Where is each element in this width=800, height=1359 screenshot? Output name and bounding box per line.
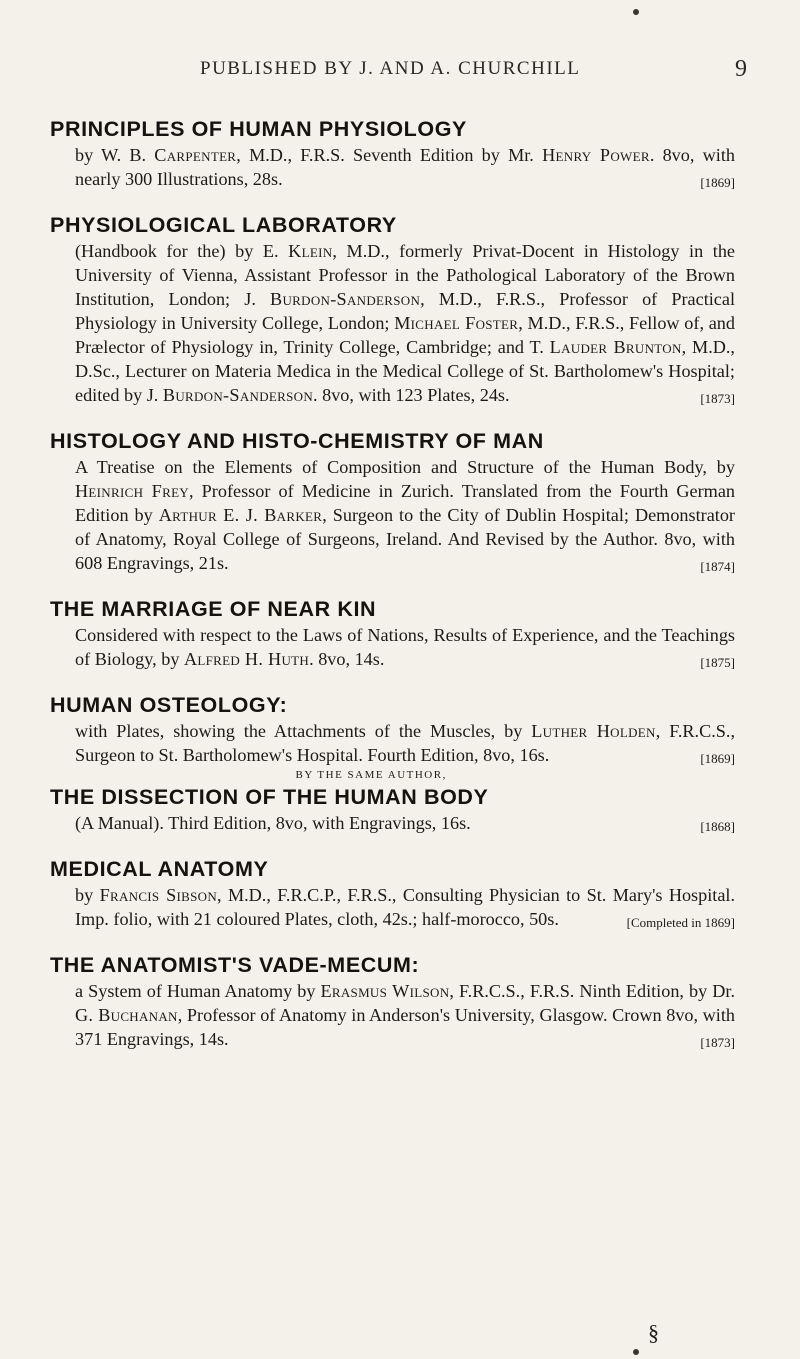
entry-description (75, 623, 735, 671)
entry-title: PHYSIOLOGICAL LABORATORY (50, 213, 397, 237)
description-text: , Professor of Medicine in Zurich. Translated from the Fourth German Edition by (75, 481, 735, 525)
description-text: Considered with respect to the Laws of Nations, Results of Experience, and the Teachings of Biology, by (75, 625, 735, 669)
catalogue-entry (50, 429, 735, 575)
author-name: Burdon-Sanderson (270, 289, 421, 309)
entry-title: HUMAN OSTEOLOGY: (50, 693, 288, 717)
entry-title: THE MARRIAGE OF NEAR KIN (50, 597, 377, 621)
publication-year: [Completed in 1869] (626, 915, 735, 930)
entry-description (75, 239, 735, 407)
entry-title: HISTOLOGY AND HISTO-CHEMISTRY OF MAN (50, 429, 544, 453)
entry-title: MEDICAL ANATOMY (50, 857, 269, 881)
description-text: , M.D., D.Sc., Lecturer on Materia Medica in the Medical College of St. Bartholomew's Hospital; edited by J. (75, 337, 735, 405)
catalogue-entry (50, 693, 735, 781)
description-text: , M.D., F.R.C.P., F.R.S., Consulting Physician to St. Mary's Hospital. Imp. folio, with 21 coloured Plates, cloth, 42s.; half-morocco, 50s. (75, 885, 736, 929)
author-name: Klein (288, 241, 333, 261)
author-name: Lauder Brunton (549, 337, 682, 357)
author-name: Francis Sibson (99, 885, 218, 905)
publication-year: [1874] (700, 559, 735, 574)
description-text: (A Manual). Third Edition, 8vo, with Engravings, 16s. (75, 813, 471, 833)
description-text: , M.D., F.R.S. Seventh Edition by Mr. (236, 145, 543, 165)
catalogue-entry (50, 597, 735, 671)
ink-speck (633, 1349, 639, 1355)
entry-description (75, 143, 735, 191)
author-name: Erasmus Wilson (320, 981, 450, 1001)
catalogue-entry (50, 117, 735, 191)
catalogue-entry (50, 857, 735, 931)
author-name: Alfred H. Huth (183, 649, 310, 669)
entry-description (75, 883, 735, 931)
entry-description (75, 719, 735, 767)
catalogue-entry (50, 953, 735, 1051)
catalogue-entries (0, 117, 800, 1073)
author-name: Luther Holden (531, 721, 656, 741)
author-name: Carpenter (154, 145, 237, 165)
signature-mark: § (648, 1320, 659, 1345)
description-text: , M.D., F.R.S., Professor of Practical Physiology in University College, London; (75, 289, 735, 333)
author-name: Michael Foster (394, 313, 519, 333)
entry-description (75, 979, 735, 1051)
description-text: by (75, 885, 100, 905)
description-text: , M.D., F.R.S., Fellow of, and Prælector of Physiology in, Trinity College, Cambridge; and T. (75, 313, 735, 357)
description-text: A Treatise on the Elements of Composition and Structure of the Human Body, by (75, 457, 735, 477)
description-text: a System of Human Anatomy by (75, 981, 321, 1001)
catalogue-entry (50, 213, 735, 407)
description-text: , Surgeon to the City of Dublin Hospital; Demonstrator of Anatomy, Royal College of Surgeons, Ireland. And Revised by the Author. 8vo, with 608 Engravings, 21s. (75, 505, 735, 573)
description-text: (Handbook for the) by E. (75, 241, 289, 261)
description-text: . 8vo, 14s. (309, 649, 385, 669)
page-number: 9 (735, 56, 747, 82)
catalogue-entry (50, 785, 735, 835)
publication-year: [1873] (700, 1035, 735, 1050)
description-text: , M.D., formerly Privat-Docent in Histology in the University of Vienna, Assistant Professor in the Pathological Laboratory of the Brown Institution, London; J. (75, 241, 735, 309)
publication-year: [1868] (700, 819, 735, 834)
publication-year: [1875] (700, 655, 735, 670)
publication-year: [1869] (700, 175, 735, 190)
description-text: , Professor of Anatomy in Anderson's University, Glasgow. Crown 8vo, with 371 Engravings, 14s. (75, 1005, 735, 1049)
publication-year: [1873] (700, 391, 735, 406)
entry-description (75, 455, 735, 575)
running-head: PUBLISHED BY J. AND A. CHURCHILL (200, 58, 581, 79)
description-text: . 8vo, with 123 Plates, 24s. (313, 385, 510, 405)
editor-name: Henry Power (542, 145, 650, 165)
translator-name: Arthur E. J. Barker (158, 505, 323, 525)
publication-year: [1869] (700, 751, 735, 766)
description-text: , F.R.C.S., Surgeon to St. Bartholomew's Hospital. Fourth Edition, 8vo, 16s. (75, 721, 735, 765)
ink-speck (633, 9, 639, 15)
description-text: , F.R.C.S., F.R.S. Ninth Edition, by Dr. (449, 981, 735, 1001)
entry-description (75, 811, 735, 835)
description-text: . 8vo, with nearly 300 Illustrations, 28s. (75, 145, 735, 189)
entry-title: THE DISSECTION OF THE HUMAN BODY (50, 785, 489, 809)
editor-name: Burdon-Sanderson (162, 385, 314, 405)
same-author-note: BY THE SAME AUTHOR, (295, 769, 447, 781)
entry-title: PRINCIPLES OF HUMAN PHYSIOLOGY (50, 117, 467, 141)
entry-title: THE ANATOMIST'S VADE-MECUM: (50, 953, 420, 977)
editor-name: G. Buchanan (75, 1005, 178, 1025)
description-text: by W. B. (75, 145, 155, 165)
description-text: with Plates, showing the Attachments of the Muscles, by (75, 721, 532, 741)
author-name: Heinrich Frey (75, 481, 189, 501)
